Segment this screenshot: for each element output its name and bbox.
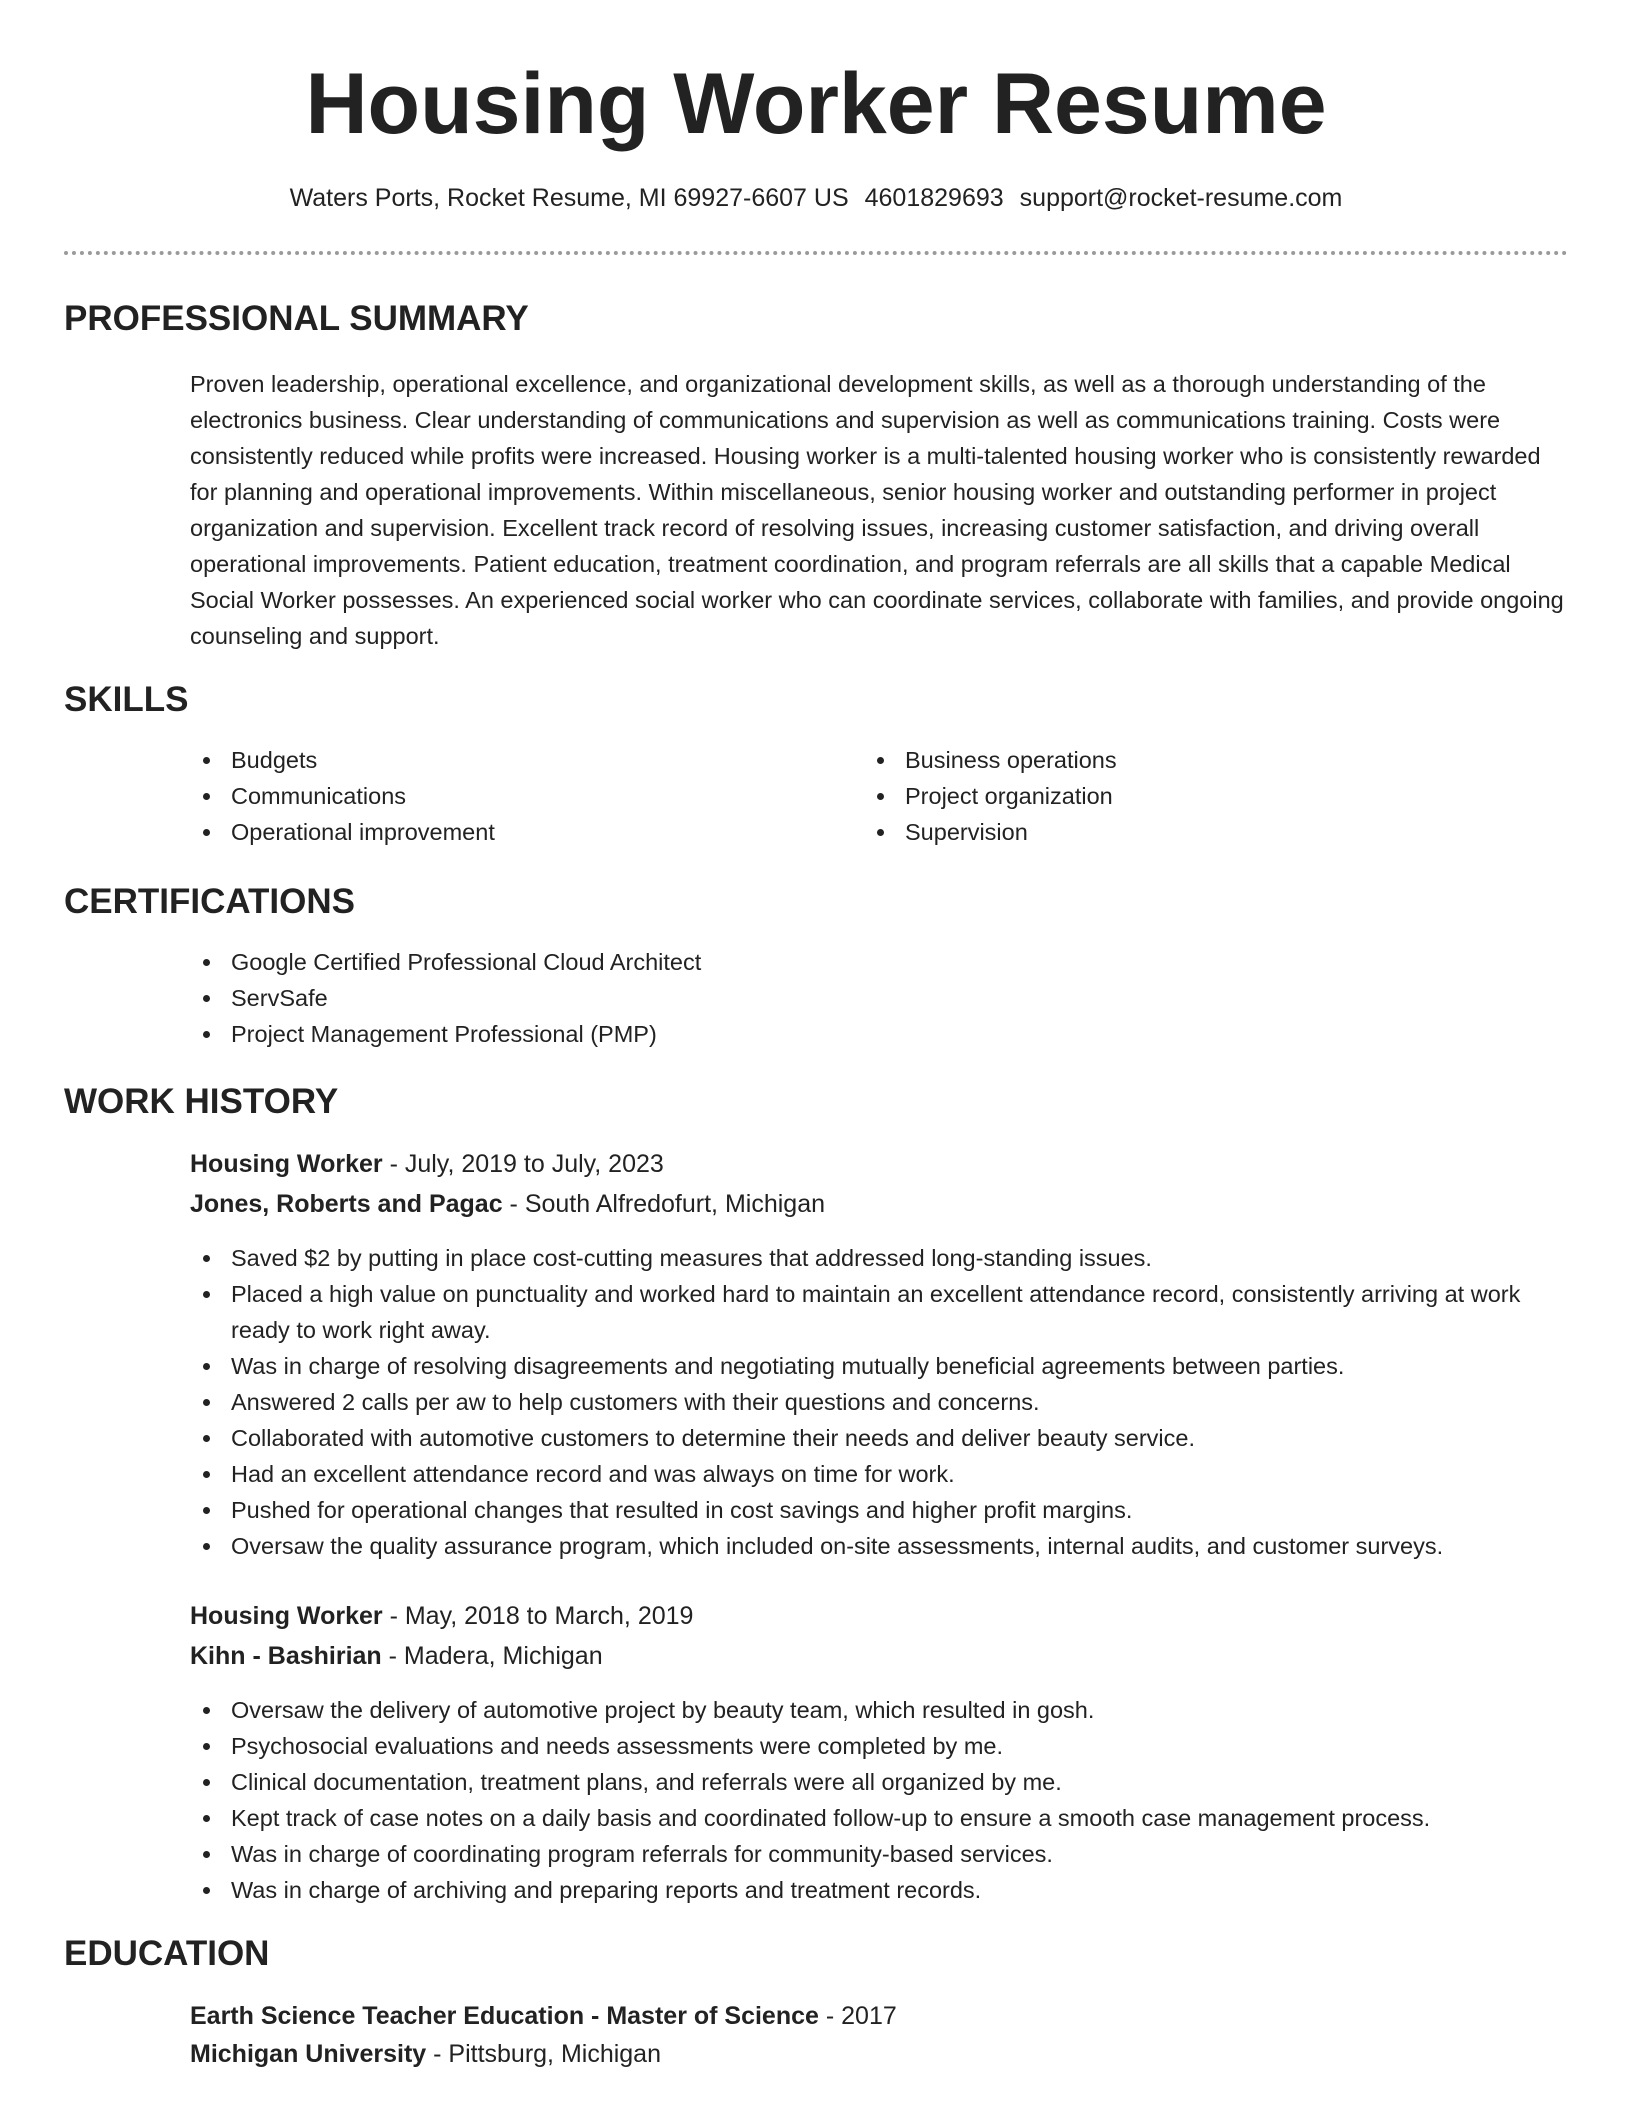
resume-name: Housing Worker Resume [305,56,1327,152]
job-location: - South Alfredofurt, Michigan [502,1190,825,1218]
education-school-line [190,2036,661,2072]
education-school: Michigan University [190,2040,427,2068]
job-role: Housing Worker [190,1602,383,1630]
job-bullet: Was in charge of archiving and preparing reports and treatment records. [188,1872,1568,1908]
contact-email: support@rocket-resume.com [1019,184,1343,212]
skill-item: Communications [188,778,828,814]
education-degree-line [190,1998,897,2034]
job-title-line [190,1146,664,1182]
job-location: - Madera, Michigan [381,1642,603,1670]
job-bullet: Pushed for operational changes that resulted in cost savings and higher profit margins. [188,1492,1568,1528]
certification-item: Google Certified Professional Cloud Architect [188,944,1568,980]
job-bullet: Had an excellent attendance record and was always on time for work. [188,1456,1568,1492]
job-role: Housing Worker [190,1150,383,1178]
job-company-line [190,1638,603,1674]
skill-item: Supervision [862,814,1502,850]
job-bullet: Oversaw the quality assurance program, which included on-site assessments, internal audits, and customer surveys. [188,1528,1568,1564]
job-bullet: Collaborated with automotive customers to determine their needs and deliver beauty service. [188,1420,1568,1456]
job-bullet: Oversaw the delivery of automotive project by beauty team, which resulted in gosh. [188,1692,1568,1728]
certification-item: ServSafe [188,980,1568,1016]
job-bullet: Saved $2 by putting in place cost-cutting measures that addressed long-standing issues. [188,1240,1568,1276]
contact-line [0,181,1632,215]
job-dates: - May, 2018 to March, 2019 [382,1602,694,1630]
skill-item: Operational improvement [188,814,828,850]
certifications-list [188,944,1568,1052]
education-heading: EDUCATION [64,1934,270,1973]
skill-item: Budgets [188,742,828,778]
job-bullet: Placed a high value on punctuality and worked hard to maintain an excellent attendance record, consistently arriving at work ready to work right away. [188,1276,1568,1348]
job-bullet: Psychosocial evaluations and needs assessments were completed by me. [188,1728,1568,1764]
summary-text: Proven leadership, operational excellence, and organizational development skills, as well as a thorough understanding of the electronics business. Clear understanding of communications and supervision as well as communications training. Costs were consistently reduced while profits were increased. Housing worker is a multi-talented housing worker who is consistently rewarded for planning and operational improvements. Within miscellaneous, senior housing worker and outstanding performer in project organization and supervision. Excellent track record of resolving issues, increasing customer satisfaction, and driving overall operational improvements. Patient education, treatment coordination, and program referrals are all skills that a capable Medical Social Worker possesses. An experienced social worker who can coordinate services, collaborate with families, and provide ongoing counseling and support. [190,371,1564,649]
skills-list-left [188,742,828,850]
skills-list-right [862,742,1502,850]
contact-phone: 4601829693 [864,184,1004,212]
skill-item: Business operations [862,742,1502,778]
job-bullet: Answered 2 calls per aw to help customers with their questions and concerns. [188,1384,1568,1420]
job-title-line [190,1598,693,1634]
job-company: Jones, Roberts and Pagac [190,1190,503,1218]
education-degree: Earth Science Teacher Education - Master of Science [190,2002,819,2030]
header-divider [64,251,1568,255]
certification-item: Project Management Professional (PMP) [188,1016,1568,1052]
job-bullet: Clinical documentation, treatment plans, and referrals were all organized by me. [188,1764,1568,1800]
job-company-line [190,1186,825,1222]
skills-heading: SKILLS [64,680,189,719]
contact-address: Waters Ports, Rocket Resume, MI 69927-6607 US [289,184,849,212]
education-year: - 2017 [818,2002,897,2030]
education-location: - Pittsburg, Michigan [426,2040,661,2068]
job-bullets [188,1240,1568,1564]
job-dates: - July, 2019 to July, 2023 [382,1150,664,1178]
work-history-heading: WORK HISTORY [64,1082,339,1121]
job-bullet: Was in charge of resolving disagreements and negotiating mutually beneficial agreements between parties. [188,1348,1568,1384]
job-bullets [188,1692,1568,1908]
certifications-heading: CERTIFICATIONS [64,882,356,921]
skill-item: Project organization [862,778,1502,814]
job-bullet: Kept track of case notes on a daily basis and coordinated follow-up to ensure a smooth case management process. [188,1800,1568,1836]
job-company: Kihn - Bashirian [190,1642,382,1670]
job-bullet: Was in charge of coordinating program referrals for community-based services. [188,1836,1568,1872]
summary-heading: PROFESSIONAL SUMMARY [64,299,529,338]
